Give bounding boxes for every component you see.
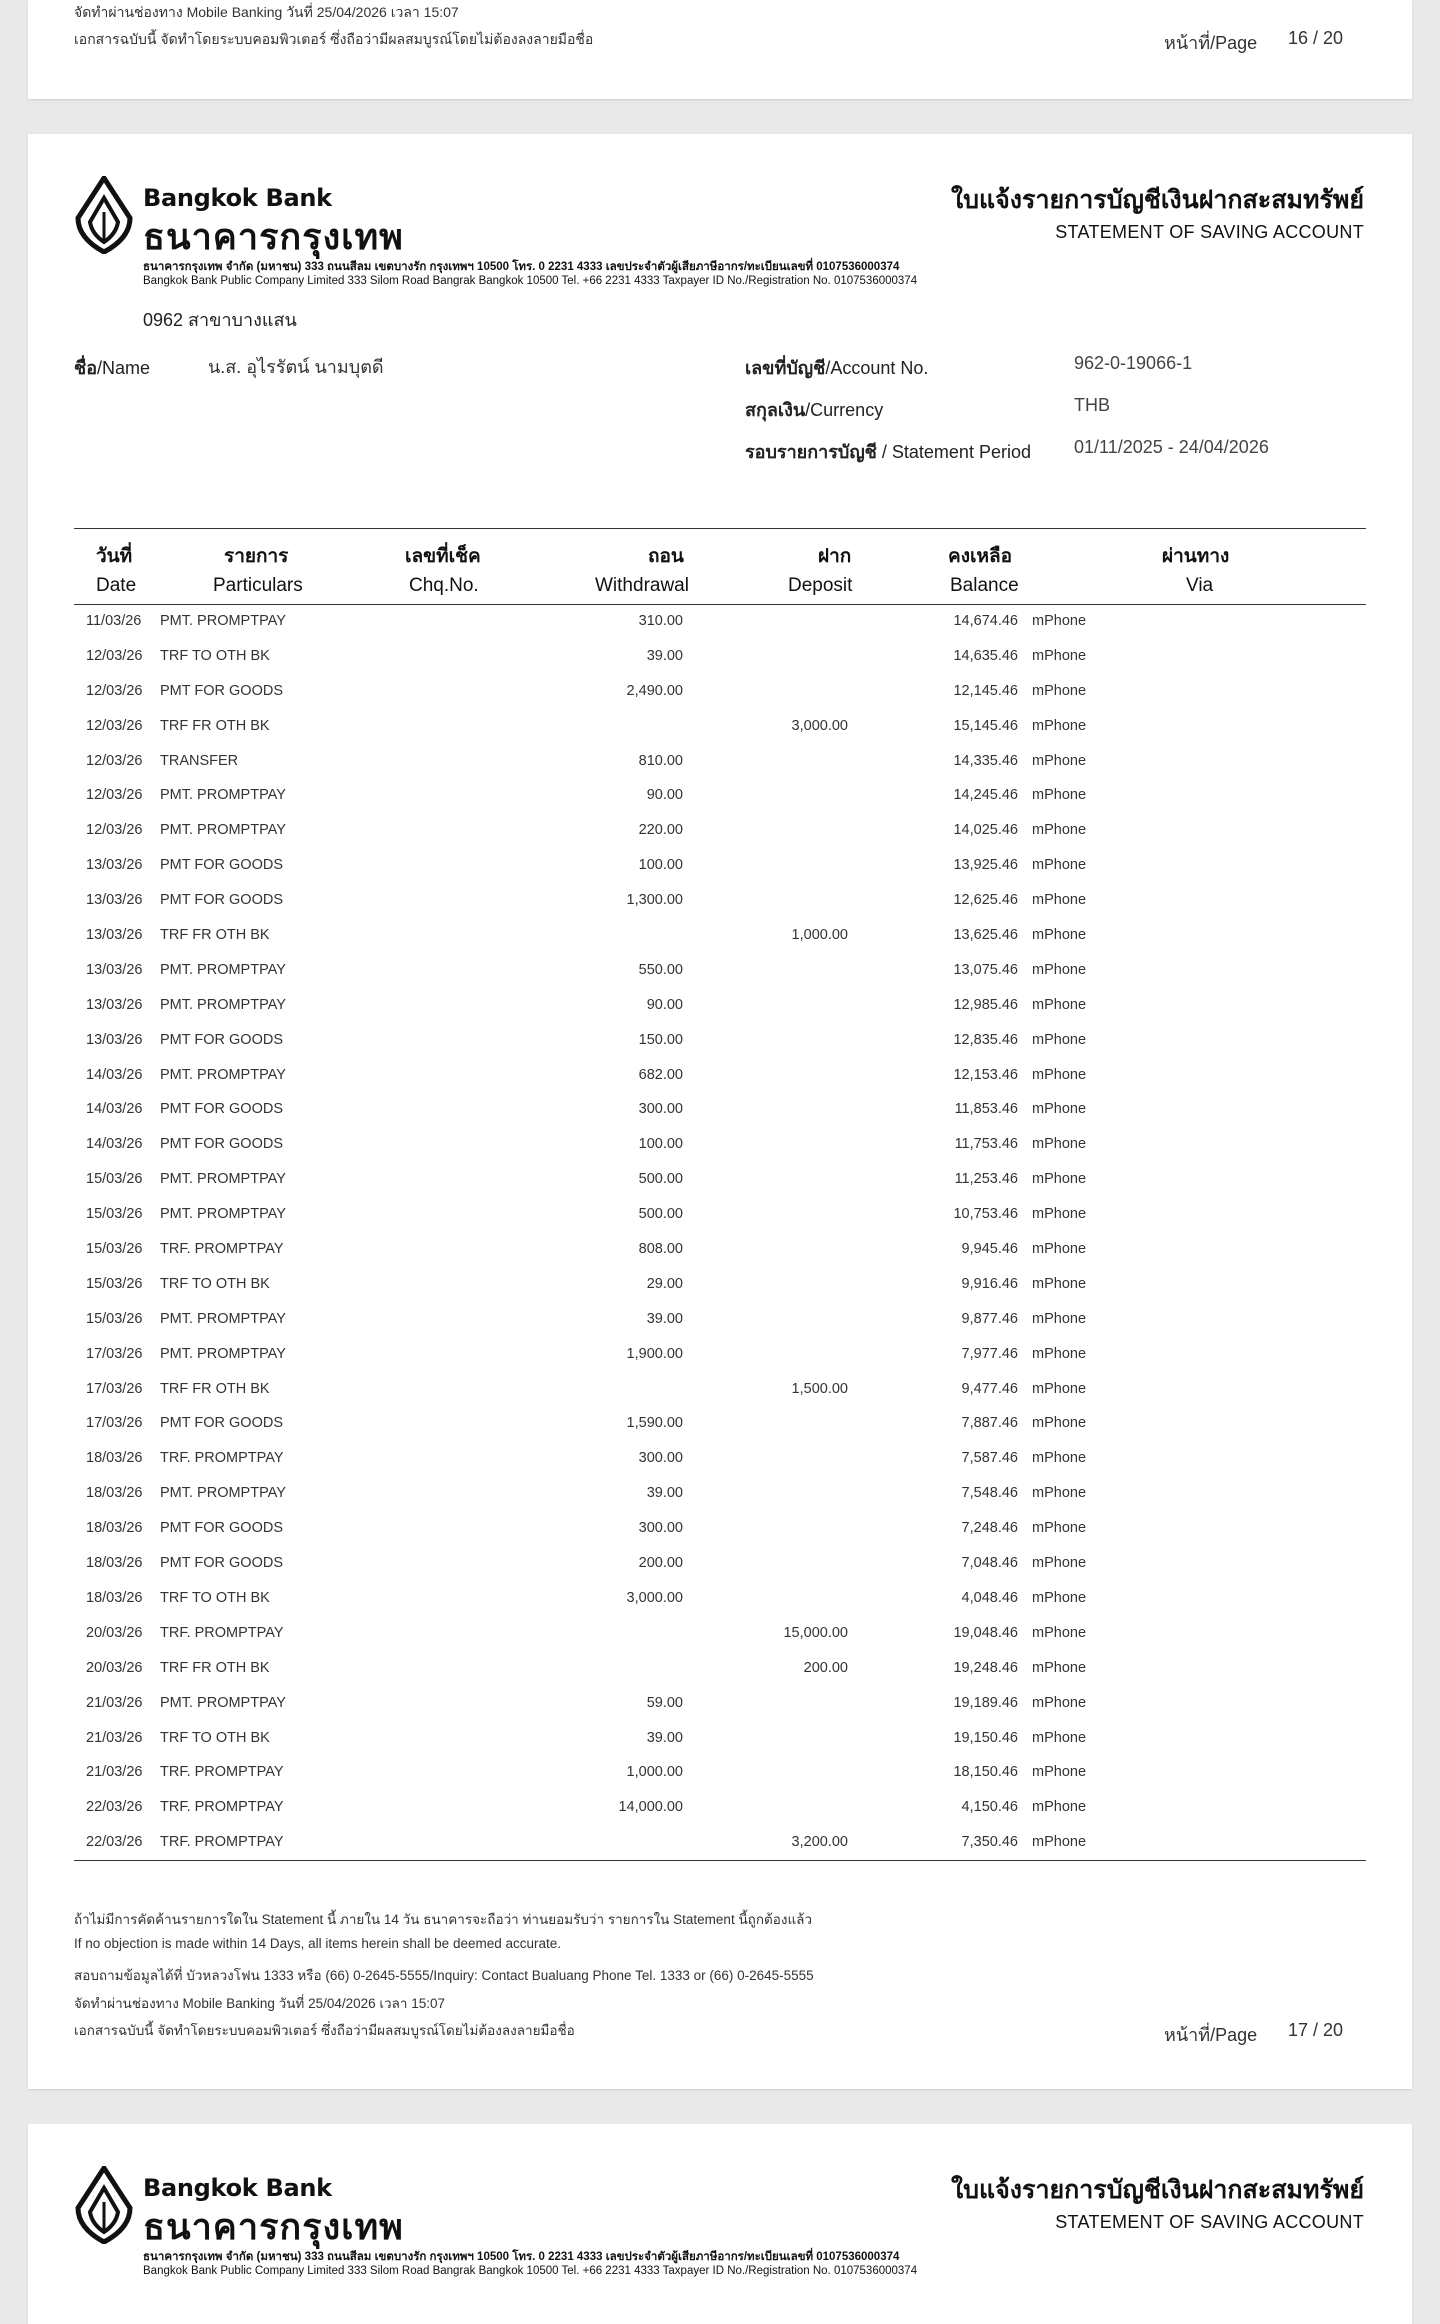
txn-via: mPhone	[1032, 1520, 1087, 1537]
txn-via: mPhone	[1032, 1659, 1087, 1676]
txn-particulars: PMT. PROMPTPAY	[160, 822, 286, 839]
txn-via: mPhone	[1032, 1275, 1087, 1292]
txn-balance: 14,635.46	[953, 647, 1018, 664]
txn-via: mPhone	[1032, 1241, 1087, 1258]
txn-via: mPhone	[1032, 996, 1087, 1013]
statement-period-label: รอบรายการบัญชี / Statement Period	[745, 442, 1031, 462]
txn-withdrawal: 220.00	[638, 822, 683, 839]
txn-withdrawal: 100.00	[638, 857, 683, 874]
page-label: หน้าที่/Page	[1164, 2025, 1258, 2045]
txn-date: 18/03/26	[86, 1450, 143, 1467]
txn-balance: 11,853.46	[954, 1101, 1018, 1118]
objection-note-th: ถ้าไม่มีการคัดค้านรายการใดใน Statement นี้ ภายใน 14 วัน ธนาคารจะถือว่า ท่านยอมรับว่า รายการใน Statement นี้ถูกต้องแล้ว	[74, 1912, 813, 1927]
txn-withdrawal: 200.00	[638, 1555, 683, 1572]
account-no-label: เลขที่บัญชี/Account No.	[745, 358, 929, 378]
txn-via: mPhone	[1032, 1101, 1087, 1118]
table-row	[74, 1825, 1366, 1860]
txn-balance: 18,150.46	[953, 1764, 1018, 1781]
table-row	[74, 1651, 1366, 1686]
txn-balance: 11,253.46	[954, 1171, 1018, 1188]
txn-date: 20/03/26	[86, 1659, 143, 1676]
txn-balance: 9,916.46	[961, 1275, 1018, 1292]
header-date-th: วันที่	[96, 546, 133, 567]
txn-deposit: 3,000.00	[791, 717, 848, 734]
bangkok-bank-lotus-logo-icon	[74, 176, 134, 254]
txn-date: 12/03/26	[86, 787, 143, 804]
txn-date: 13/03/26	[86, 857, 143, 874]
txn-via: mPhone	[1032, 787, 1087, 804]
table-row	[74, 883, 1366, 918]
txn-particulars: TRF TO OTH BK	[160, 1589, 270, 1606]
txn-particulars: TRF FR OTH BK	[160, 717, 270, 734]
txn-via: mPhone	[1032, 1555, 1087, 1572]
table-row	[74, 1616, 1366, 1651]
txn-particulars: TRF. PROMPTPAY	[160, 1799, 284, 1816]
txn-balance: 9,477.46	[961, 1380, 1018, 1397]
txn-balance: 14,335.46	[953, 752, 1018, 769]
txn-via: mPhone	[1032, 1834, 1087, 1851]
table-row	[74, 1546, 1366, 1581]
txn-date: 12/03/26	[86, 717, 143, 734]
bank-address-th: ธนาคารกรุงเทพ จำกัด (มหาชน) 333 ถนนสีลม เขตบางรัก กรุงเทพฯ 10500 โทร. 0 2231 4333 เลขประจำตัวผู้เสียภาษีอากร/ทะเบียนเลขที่ 0107536000374	[143, 261, 900, 273]
txn-date: 13/03/26	[86, 892, 143, 909]
txn-via: mPhone	[1032, 961, 1087, 978]
txn-particulars: PMT. PROMPTPAY	[160, 613, 286, 629]
txn-withdrawal: 500.00	[638, 1171, 683, 1188]
txn-date: 15/03/26	[86, 1310, 143, 1327]
name-label: ชื่อ/Name	[74, 358, 151, 378]
header-particulars: Particulars	[213, 575, 303, 596]
txn-particulars: TRANSFER	[160, 752, 239, 769]
txn-via: mPhone	[1032, 1380, 1087, 1397]
txn-withdrawal: 300.00	[638, 1101, 683, 1118]
txn-via: mPhone	[1032, 613, 1087, 629]
next-page-sheet	[28, 2124, 1412, 2324]
txn-via: mPhone	[1032, 1066, 1087, 1083]
txn-balance: 9,945.46	[961, 1241, 1018, 1258]
txn-date: 12/03/26	[86, 682, 143, 699]
header-date: Date	[96, 575, 137, 596]
txn-via: mPhone	[1032, 1624, 1087, 1641]
txn-via: mPhone	[1032, 1799, 1087, 1816]
table-bottom-rule	[74, 1860, 1366, 1861]
table-row	[74, 1476, 1366, 1511]
txn-date: 17/03/26	[86, 1415, 143, 1432]
txn-balance: 14,025.46	[953, 822, 1018, 839]
txn-particulars: TRF. PROMPTPAY	[160, 1624, 284, 1641]
txn-deposit: 1,000.00	[791, 927, 848, 944]
txn-via: mPhone	[1032, 1345, 1087, 1362]
txn-withdrawal: 39.00	[646, 1310, 683, 1327]
txn-via: mPhone	[1032, 1450, 1087, 1467]
txn-balance: 19,189.46	[953, 1694, 1018, 1711]
txn-balance: 12,145.46	[953, 682, 1018, 699]
txn-particulars: PMT. PROMPTPAY	[160, 996, 286, 1013]
table-row	[74, 1197, 1366, 1232]
txn-particulars: TRF. PROMPTPAY	[160, 1450, 284, 1467]
table-row	[74, 639, 1366, 674]
table-row	[74, 1232, 1366, 1267]
txn-particulars: PMT. PROMPTPAY	[160, 1171, 286, 1188]
txn-particulars: PMT. PROMPTPAY	[160, 1485, 286, 1502]
txn-via: mPhone	[1032, 1589, 1087, 1606]
txn-balance: 12,625.46	[953, 892, 1018, 909]
account-no-value: 962-0-19066-1	[1074, 353, 1193, 373]
txn-balance: 4,150.46	[961, 1799, 1018, 1816]
txn-particulars: PMT. PROMPTPAY	[160, 787, 286, 804]
page-number: 16 / 20	[1288, 28, 1344, 48]
txn-particulars: PMT. PROMPTPAY	[160, 1206, 286, 1223]
bank-name-en: Bangkok Bank	[143, 2174, 332, 2202]
txn-date: 12/03/26	[86, 752, 143, 769]
txn-balance: 7,048.46	[961, 1555, 1018, 1572]
txn-balance: 12,153.46	[953, 1066, 1018, 1083]
table-row	[74, 1790, 1366, 1825]
txn-balance: 12,835.46	[953, 1031, 1018, 1048]
header-via-th: ผ่านทาง	[1162, 546, 1230, 567]
txn-balance: 15,145.46	[953, 717, 1018, 734]
currency-value: THB	[1074, 395, 1110, 415]
txn-particulars: TRF. PROMPTPAY	[160, 1241, 284, 1258]
txn-particulars: TRF TO OTH BK	[160, 1729, 270, 1746]
txn-balance: 19,150.46	[953, 1729, 1018, 1746]
table-row	[74, 1302, 1366, 1337]
txn-date: 21/03/26	[86, 1729, 143, 1746]
txn-date: 17/03/26	[86, 1380, 143, 1397]
inquiry-note: สอบถามข้อมูลได้ที่ บัวหลวงโฟน 1333 หรือ (66) 0-2645-5555/Inquiry: Contact Bualuang Phone Tel. 1333 or (66) 0-2645-5555	[74, 1968, 814, 1983]
txn-particulars: PMT FOR GOODS	[160, 1101, 283, 1118]
txn-particulars: TRF. PROMPTPAY	[160, 1834, 284, 1851]
txn-withdrawal: 150.00	[638, 1031, 683, 1048]
txn-particulars: PMT. PROMPTPAY	[160, 961, 286, 978]
txn-balance: 13,075.46	[953, 961, 1018, 978]
previous-page-sheet	[28, 0, 1412, 99]
txn-particulars: PMT. PROMPTPAY	[160, 1066, 286, 1083]
txn-withdrawal: 1,300.00	[626, 892, 683, 909]
page-label: หน้าที่/Page	[1164, 33, 1258, 53]
txn-via: mPhone	[1032, 1031, 1087, 1048]
txn-via: mPhone	[1032, 1171, 1087, 1188]
txn-balance: 7,887.46	[961, 1415, 1018, 1432]
header-chq-th: เลขที่เช็ค	[405, 546, 481, 567]
txn-date: 15/03/26	[86, 1241, 143, 1258]
txn-particulars: PMT FOR GOODS	[160, 857, 283, 874]
statement-title-en: STATEMENT OF SAVING ACCOUNT	[1055, 222, 1364, 242]
table-top-rule	[74, 528, 1366, 529]
txn-via: mPhone	[1032, 717, 1087, 734]
table-row	[74, 988, 1366, 1023]
bank-address-en: Bangkok Bank Public Company Limited 333 Silom Road Bangrak Bangkok 10500 Tel. +66 2231 4333 Taxpayer ID No./Registration No. 0107536000374	[143, 275, 918, 287]
table-row	[74, 1511, 1366, 1546]
txn-particulars: PMT. PROMPTPAY	[160, 1345, 286, 1362]
txn-balance: 7,248.46	[961, 1520, 1018, 1537]
txn-particulars: PMT FOR GOODS	[160, 1415, 283, 1432]
table-row	[74, 1162, 1366, 1197]
txn-date: 17/03/26	[86, 1345, 143, 1362]
txn-via: mPhone	[1032, 857, 1087, 874]
txn-withdrawal: 39.00	[646, 647, 683, 664]
txn-balance: 14,674.46	[953, 613, 1018, 629]
table-row	[74, 1686, 1366, 1721]
txn-balance: 14,245.46	[953, 787, 1018, 804]
statement-title-th: ใบแจ้งรายการบัญชีเงินฝากสะสมทรัพย์	[950, 2176, 1364, 2204]
txn-particulars: PMT FOR GOODS	[160, 1136, 283, 1153]
txn-via: mPhone	[1032, 892, 1087, 909]
table-row	[74, 674, 1366, 709]
branch: 0962 สาขาบางแสน	[143, 310, 297, 330]
table-row	[74, 1581, 1366, 1616]
header-withdrawal-th: ถอน	[648, 546, 684, 567]
txn-via: mPhone	[1032, 1136, 1087, 1153]
txn-balance: 7,350.46	[961, 1834, 1018, 1851]
txn-date: 18/03/26	[86, 1485, 143, 1502]
txn-withdrawal: 810.00	[638, 752, 683, 769]
txn-via: mPhone	[1032, 1310, 1087, 1327]
disclaimer-note: เอกสารฉบับนี้ จัดทำโดยระบบคอมพิวเตอร์ ซึ่งถือว่ามีผลสมบูรณ์โดยไม่ต้องลงลายมือชื่อ	[74, 31, 594, 47]
txn-date: 15/03/26	[86, 1275, 143, 1292]
statement-title-th: ใบแจ้งรายการบัญชีเงินฝากสะสมทรัพย์	[950, 186, 1364, 214]
header-deposit: Deposit	[788, 575, 853, 596]
txn-via: mPhone	[1032, 1485, 1087, 1502]
page-number: 17 / 20	[1288, 2020, 1344, 2040]
header-chq: Chq.No.	[409, 575, 479, 596]
txn-date: 13/03/26	[86, 961, 143, 978]
txn-date: 12/03/26	[86, 822, 143, 839]
txn-withdrawal: 500.00	[638, 1206, 683, 1223]
txn-date: 21/03/26	[86, 1694, 143, 1711]
bank-name-th: ธนาคารกรุงเทพ	[143, 217, 404, 258]
table-row	[74, 744, 1366, 779]
header-balance: Balance	[950, 575, 1019, 596]
statement-period-value: 01/11/2025 - 24/04/2026	[1074, 437, 1269, 457]
txn-withdrawal: 1,000.00	[626, 1764, 683, 1781]
txn-date: 13/03/26	[86, 927, 143, 944]
txn-particulars: TRF FR OTH BK	[160, 1380, 270, 1397]
txn-via: mPhone	[1032, 1415, 1087, 1432]
txn-date: 15/03/26	[86, 1206, 143, 1223]
txn-balance: 7,548.46	[961, 1485, 1018, 1502]
table-row	[74, 918, 1366, 953]
txn-date: 12/03/26	[86, 647, 143, 664]
table-row	[74, 813, 1366, 848]
txn-date: 18/03/26	[86, 1520, 143, 1537]
bangkok-bank-lotus-logo-icon	[74, 2166, 134, 2244]
table-row	[74, 709, 1366, 744]
txn-withdrawal: 550.00	[638, 961, 683, 978]
txn-via: mPhone	[1032, 1764, 1087, 1781]
txn-particulars: PMT FOR GOODS	[160, 892, 283, 909]
txn-balance: 19,048.46	[953, 1624, 1018, 1641]
header-particulars-th: รายการ	[224, 546, 289, 567]
txn-balance: 7,587.46	[961, 1450, 1018, 1467]
txn-via: mPhone	[1032, 927, 1087, 944]
table-row	[74, 848, 1366, 883]
txn-date: 22/03/26	[86, 1834, 143, 1851]
bank-address-th: ธนาคารกรุงเทพ จำกัด (มหาชน) 333 ถนนสีลม เขตบางรัก กรุงเทพฯ 10500 โทร. 0 2231 4333 เลขประจำตัวผู้เสียภาษีอากร/ทะเบียนเลขที่ 0107536000374	[143, 2251, 900, 2263]
txn-particulars: PMT. PROMPTPAY	[160, 1694, 286, 1711]
header-withdrawal: Withdrawal	[595, 575, 689, 596]
txn-date: 15/03/26	[86, 1171, 143, 1188]
transaction-list	[74, 604, 1366, 1860]
txn-withdrawal: 14,000.00	[618, 1799, 683, 1816]
txn-particulars: PMT. PROMPTPAY	[160, 1310, 286, 1327]
name-value: น.ส. อุไรรัตน์ นามบุตดี	[208, 357, 384, 377]
table-row	[74, 953, 1366, 988]
txn-via: mPhone	[1032, 1206, 1087, 1223]
table-row	[74, 1406, 1366, 1441]
txn-withdrawal: 90.00	[646, 996, 683, 1013]
txn-balance: 13,625.46	[953, 927, 1018, 944]
txn-balance: 11,753.46	[954, 1136, 1018, 1153]
txn-balance: 9,877.46	[961, 1310, 1018, 1327]
table-row	[74, 1337, 1366, 1372]
txn-date: 13/03/26	[86, 1031, 143, 1048]
txn-withdrawal: 39.00	[646, 1729, 683, 1746]
table-row	[74, 604, 1366, 639]
txn-withdrawal: 1,900.00	[626, 1345, 683, 1362]
txn-deposit: 3,200.00	[791, 1834, 848, 1851]
currency-label: สกุลเงิน/Currency	[745, 400, 884, 420]
txn-particulars: PMT FOR GOODS	[160, 1555, 283, 1572]
txn-withdrawal: 808.00	[638, 1241, 683, 1258]
header-via: Via	[1186, 575, 1214, 596]
bank-name-en: Bangkok Bank	[143, 184, 332, 212]
txn-deposit: 200.00	[803, 1659, 848, 1676]
bank-address-en: Bangkok Bank Public Company Limited 333 Silom Road Bangrak Bangkok 10500 Tel. +66 2231 4333 Taxpayer ID No./Registration No. 0107536000374	[143, 2265, 918, 2277]
txn-withdrawal: 90.00	[646, 787, 683, 804]
table-row	[74, 1127, 1366, 1162]
generated-note: จัดทำผ่านช่องทาง Mobile Banking วันที่ 25/04/2026 เวลา 15:07	[74, 4, 459, 20]
txn-particulars: PMT FOR GOODS	[160, 1520, 283, 1537]
txn-deposit: 1,500.00	[791, 1380, 848, 1397]
table-row	[74, 1441, 1366, 1476]
txn-particulars: TRF TO OTH BK	[160, 647, 270, 664]
txn-date: 20/03/26	[86, 1624, 143, 1641]
table-row	[74, 778, 1366, 813]
txn-withdrawal: 2,490.00	[626, 682, 683, 699]
txn-via: mPhone	[1032, 1694, 1087, 1711]
txn-withdrawal: 100.00	[638, 1136, 683, 1153]
table-row	[74, 1023, 1366, 1058]
txn-balance: 4,048.46	[961, 1589, 1018, 1606]
txn-via: mPhone	[1032, 682, 1087, 699]
txn-withdrawal: 300.00	[638, 1450, 683, 1467]
table-row	[74, 1267, 1366, 1302]
txn-date: 18/03/26	[86, 1589, 143, 1606]
txn-particulars: TRF. PROMPTPAY	[160, 1764, 284, 1781]
txn-via: mPhone	[1032, 752, 1087, 769]
txn-via: mPhone	[1032, 1729, 1087, 1746]
bank-name-th: ธนาคารกรุงเทพ	[143, 2207, 404, 2248]
table-row	[74, 1721, 1366, 1756]
statement-page	[28, 134, 1412, 2089]
txn-deposit: 15,000.00	[783, 1624, 848, 1641]
txn-particulars: TRF TO OTH BK	[160, 1275, 270, 1292]
table-row	[74, 1058, 1366, 1093]
txn-date: 22/03/26	[86, 1799, 143, 1816]
txn-date: 11/03/26	[86, 613, 142, 629]
txn-balance: 12,985.46	[953, 996, 1018, 1013]
txn-date: 14/03/26	[86, 1066, 143, 1083]
table-row	[74, 1755, 1366, 1790]
txn-withdrawal: 300.00	[638, 1520, 683, 1537]
txn-balance: 19,248.46	[953, 1659, 1018, 1676]
txn-date: 14/03/26	[86, 1101, 143, 1118]
txn-withdrawal: 39.00	[646, 1485, 683, 1502]
disclaimer-note: เอกสารฉบับนี้ จัดทำโดยระบบคอมพิวเตอร์ ซึ่งถือว่ามีผลสมบูรณ์โดยไม่ต้องลงลายมือชื่อ	[74, 2023, 575, 2038]
txn-balance: 13,925.46	[953, 857, 1018, 874]
txn-via: mPhone	[1032, 647, 1087, 664]
header-balance-th: คงเหลือ	[948, 546, 1013, 567]
generated-note: จัดทำผ่านช่องทาง Mobile Banking วันที่ 25/04/2026 เวลา 15:07	[74, 1996, 445, 2011]
txn-withdrawal: 1,590.00	[626, 1415, 683, 1432]
txn-date: 18/03/26	[86, 1555, 143, 1572]
header-deposit-th: ฝาก	[818, 546, 852, 567]
txn-withdrawal: 59.00	[646, 1694, 683, 1711]
txn-withdrawal: 29.00	[646, 1275, 683, 1292]
statement-title-en: STATEMENT OF SAVING ACCOUNT	[1055, 2212, 1364, 2232]
txn-particulars: PMT FOR GOODS	[160, 1031, 283, 1048]
txn-date: 13/03/26	[86, 996, 143, 1013]
txn-particulars: TRF FR OTH BK	[160, 1659, 270, 1676]
txn-balance: 10,753.46	[953, 1206, 1018, 1223]
txn-withdrawal: 310.00	[638, 613, 683, 629]
txn-balance: 7,977.46	[961, 1345, 1018, 1362]
txn-date: 14/03/26	[86, 1136, 143, 1153]
table-row	[74, 1372, 1366, 1407]
table-row	[74, 1092, 1366, 1127]
txn-via: mPhone	[1032, 822, 1087, 839]
txn-withdrawal: 682.00	[638, 1066, 683, 1083]
txn-date: 21/03/26	[86, 1764, 143, 1781]
txn-particulars: PMT FOR GOODS	[160, 682, 283, 699]
txn-withdrawal: 3,000.00	[626, 1589, 683, 1606]
objection-note-en: If no objection is made within 14 Days, all items herein shall be deemed accurate.	[74, 1936, 562, 1951]
txn-particulars: TRF FR OTH BK	[160, 927, 270, 944]
